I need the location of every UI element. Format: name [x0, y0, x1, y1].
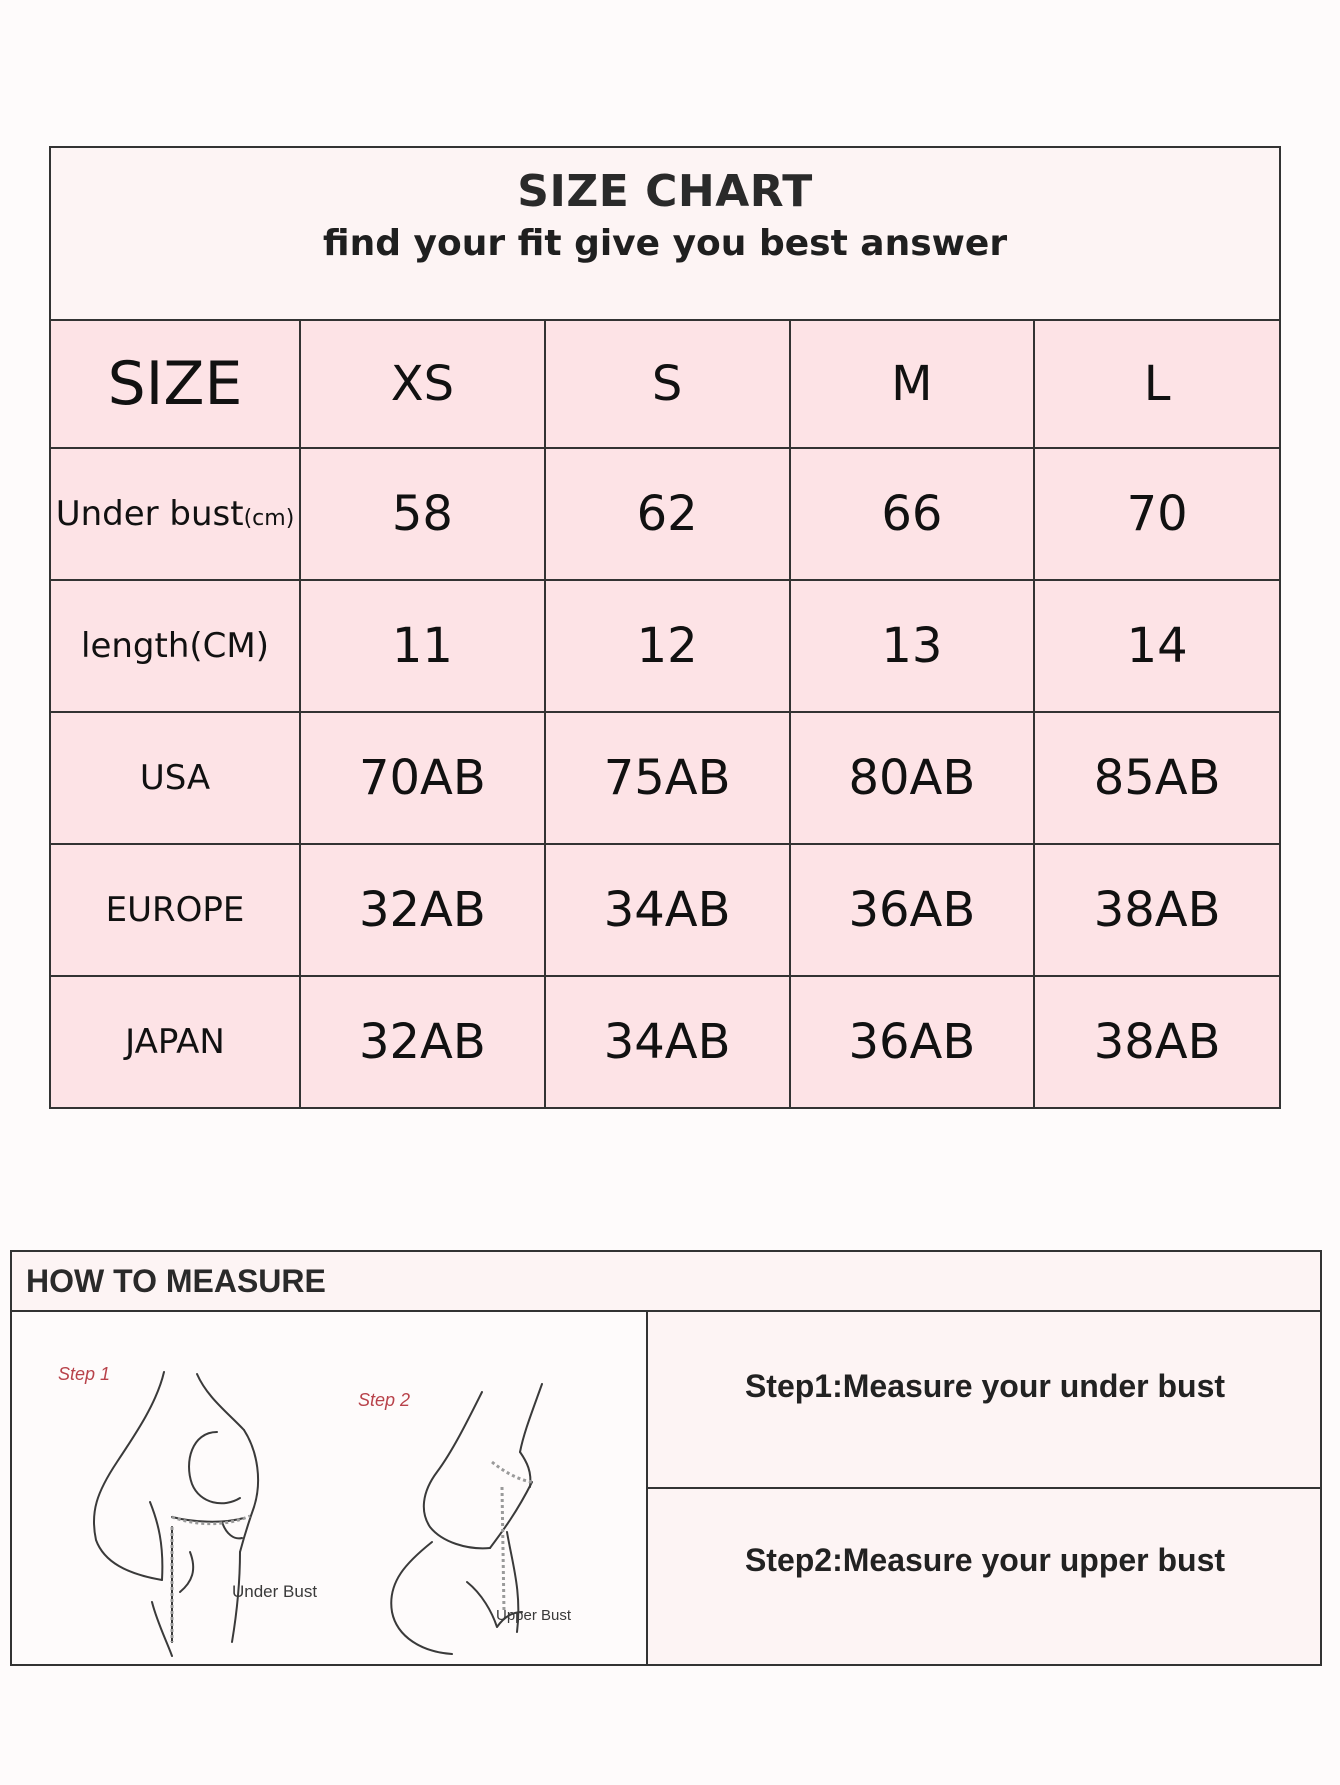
table-cell: 32AB [300, 976, 545, 1107]
row-label: USA [51, 712, 300, 844]
size-chart-subtitle: find your fit give you best answer [322, 223, 1008, 264]
table-cell: 12 [545, 580, 790, 712]
how-to-measure-title: HOW TO MEASURE [12, 1252, 1320, 1312]
table-cell: 11 [300, 580, 545, 712]
table-row [51, 976, 1279, 1107]
row-label-text: Under bust [55, 494, 244, 534]
table-cell: 34AB [545, 976, 790, 1107]
measure-illustration [12, 1312, 648, 1664]
table-cell: 14 [1034, 580, 1279, 712]
size-table [51, 321, 1279, 1107]
size-chart [49, 146, 1281, 1109]
size-header-cell: S [545, 321, 790, 448]
table-row [51, 448, 1279, 580]
table-cell: 70AB [300, 712, 545, 844]
table-cell: 32AB [300, 844, 545, 976]
how-to-measure-panel [10, 1250, 1322, 1666]
row-label-unit: (cm) [243, 506, 295, 531]
table-row [51, 844, 1279, 976]
table-cell: 62 [545, 448, 790, 580]
table-cell: 66 [790, 448, 1035, 580]
size-chart-title: SIZE CHART [517, 166, 813, 217]
how-to-measure-body [12, 1312, 1320, 1664]
table-cell: 85AB [1034, 712, 1279, 844]
table-cell: 80AB [790, 712, 1035, 844]
row-label: EUROPE [51, 844, 300, 976]
measure-illustration-drawing [12, 1312, 646, 1664]
table-cell: 13 [790, 580, 1035, 712]
size-corner-label: SIZE [51, 321, 300, 448]
table-cell: 75AB [545, 712, 790, 844]
table-row [51, 580, 1279, 712]
row-label [51, 448, 300, 580]
table-row [51, 712, 1279, 844]
step2-instruction: Step2:Measure your upper bust [744, 1542, 1226, 1578]
measure-steps [648, 1312, 1322, 1664]
table-cell: 58 [300, 448, 545, 580]
size-header-cell: L [1034, 321, 1279, 448]
table-cell: 38AB [1034, 976, 1279, 1107]
row-label: JAPAN [51, 976, 300, 1107]
table-cell: 34AB [545, 844, 790, 976]
size-chart-header [51, 148, 1279, 321]
table-cell: 70 [1034, 448, 1279, 580]
step1-instruction: Step1:Measure your under bust [744, 1368, 1226, 1404]
size-header-cell: M [790, 321, 1035, 448]
step1-illustration-label: Step 1 [58, 1364, 111, 1384]
steps-divider [648, 1487, 1322, 1489]
row-label: length(CM) [51, 580, 300, 712]
step2-illustration-label: Step 2 [358, 1390, 411, 1410]
table-cell: 36AB [790, 976, 1035, 1107]
table-cell: 38AB [1034, 844, 1279, 976]
upper-bust-label: Upper Bust [496, 1607, 572, 1624]
size-header-row [51, 321, 1279, 448]
size-header-cell: XS [300, 321, 545, 448]
under-bust-label: Under Bust [232, 1582, 318, 1601]
table-cell: 36AB [790, 844, 1035, 976]
